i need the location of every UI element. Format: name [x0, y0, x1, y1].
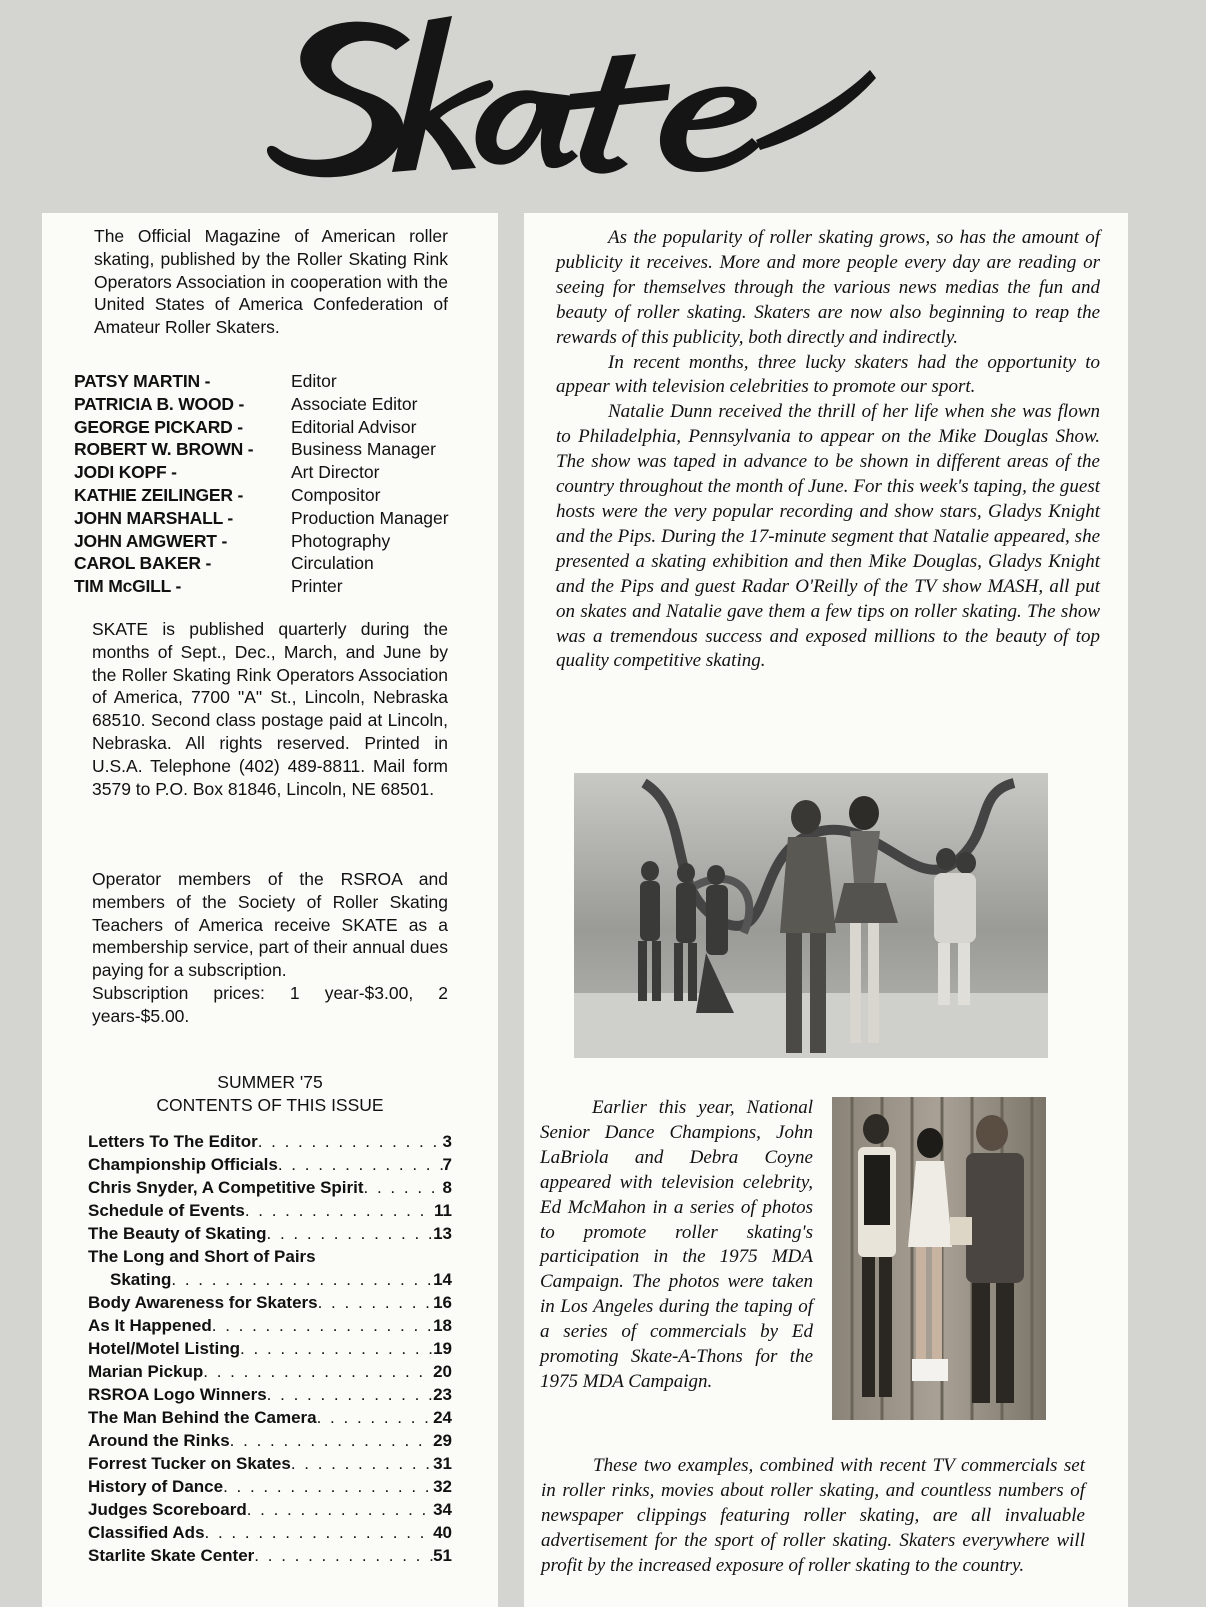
toc-leader	[212, 1314, 433, 1337]
toc-entry[interactable]	[88, 1452, 452, 1475]
toc-page: 3	[442, 1132, 452, 1151]
toc-leader	[254, 1544, 433, 1567]
mda-article	[540, 1096, 813, 1395]
contents-heading: CONTENTS OF THIS ISSUE	[156, 1095, 384, 1115]
table-of-contents	[88, 1130, 452, 1567]
toc-title: The Man Behind the Camera	[88, 1408, 317, 1427]
toc-entry[interactable]	[88, 1291, 452, 1314]
toc-leader	[223, 1475, 433, 1498]
toc-title: Starlite Skate Center	[88, 1546, 255, 1565]
toc-entry[interactable]	[88, 1337, 452, 1360]
toc-entry[interactable]	[88, 1383, 452, 1406]
staff-role: Business Manager	[291, 439, 436, 460]
toc-page: 29	[433, 1431, 452, 1450]
toc-title: Around the Rinks	[88, 1431, 230, 1450]
toc-entry[interactable]	[88, 1498, 452, 1521]
toc-title: Hotel/Motel Listing	[88, 1339, 241, 1358]
toc-entry[interactable]	[88, 1199, 452, 1222]
toc-title: RSROA Logo Winners	[88, 1385, 267, 1404]
staff-row	[74, 393, 494, 416]
staff-name: TIM McGILL -	[74, 576, 182, 597]
editorial-article	[556, 226, 1100, 674]
issue-label: SUMMER '75	[217, 1072, 323, 1092]
toc-title: The Beauty of Skating	[88, 1224, 267, 1243]
staff-list	[74, 370, 494, 598]
toc-page: 23	[433, 1385, 452, 1404]
toc-page: 16	[433, 1293, 452, 1312]
paragraph: In recent months, three lucky skaters had the opportunity to appear with television celebrities to promote our sport.	[556, 351, 1100, 398]
staff-row	[74, 575, 494, 598]
toc-page: 18	[433, 1316, 452, 1335]
toc-leader	[291, 1452, 433, 1475]
publishing-info: SKATE is published quarterly during the months of Sept., Dec., March, and June by the Roller Skating Rink Operators Association of America, 7700 "A" St., Lincoln, Nebraska 68510. Second class postage paid at Lincoln, Nebraska. All rights reserved. Printed in U.S.A. Telephone (402) 489-8811. Mail form 3579 to P.O. Box 81846, Lincoln, NE 68501.	[92, 619, 448, 799]
paragraph: As the popularity of roller skating grows, so has the amount of publicity it receives. More and more people every day are reading or seeing for themselves through the various news medias the fun and beauty of roller skating. Skaters are now also beginning to reap the rewards of this publicity, both directly and indirectly.	[556, 227, 1100, 348]
toc-page: 13	[433, 1224, 452, 1243]
staff-role: Editor	[291, 371, 337, 391]
membership-info	[92, 868, 448, 1028]
staff-name: KATHIE ZEILINGER -	[74, 484, 244, 505]
toc-title: Schedule of Events	[88, 1201, 245, 1220]
toc-leader	[247, 1498, 433, 1521]
staff-row	[74, 552, 494, 575]
toc-entry[interactable]	[88, 1268, 452, 1291]
publication-statement: The Official Magazine of American roller skating, published by the Roller Skating Rink Operators Association in cooperation with the United States of America Confederation of Amateur Roller Skaters.	[94, 226, 448, 338]
staff-row	[74, 416, 494, 439]
toc-page: 40	[433, 1523, 452, 1542]
staff-name: PATSY MARTIN -	[74, 371, 211, 391]
staff-name: ROBERT W. BROWN -	[74, 439, 254, 460]
toc-leader	[230, 1429, 433, 1452]
toc-leader	[258, 1130, 443, 1153]
toc-leader	[364, 1176, 443, 1199]
staff-name: GEORGE PICKARD -	[74, 416, 243, 437]
closing-article	[541, 1454, 1085, 1579]
toc-entry[interactable]	[88, 1475, 452, 1498]
staff-name: JOHN AMGWERT -	[74, 530, 228, 551]
staff-row	[74, 507, 494, 530]
editorial-panel	[524, 213, 1128, 1607]
toc-page: 11	[434, 1201, 452, 1220]
toc-leader	[278, 1153, 443, 1176]
staff-role: Associate Editor	[291, 393, 418, 414]
toc-title: Skating	[110, 1270, 172, 1289]
toc-page: 7	[442, 1155, 452, 1174]
toc-leader	[267, 1383, 433, 1406]
toc-title: History of Dance	[88, 1477, 224, 1496]
issue-heading	[92, 1071, 448, 1117]
toc-title: Judges Scoreboard	[88, 1500, 247, 1519]
toc-page: 24	[433, 1408, 452, 1427]
staff-name: PATRICIA B. WOOD -	[74, 393, 245, 414]
staff-name: JOHN MARSHALL -	[74, 507, 234, 528]
staff-name: CAROL BAKER -	[74, 553, 212, 574]
photo-illustration	[832, 1097, 1046, 1420]
staff-role: Circulation	[291, 553, 374, 574]
toc-page: 19	[433, 1339, 452, 1358]
toc-page: 14	[433, 1270, 452, 1289]
toc-leader	[317, 1406, 433, 1429]
toc-page: 31	[433, 1454, 452, 1473]
toc-title: Classified Ads	[88, 1523, 205, 1542]
subscription-prices: Subscription prices: 1 year-$3.00, 2 years-$5.00.	[92, 982, 448, 1026]
toc-leader	[203, 1360, 433, 1383]
toc-leader	[240, 1337, 433, 1360]
ed-mcmahon-photo	[832, 1097, 1046, 1420]
toc-entry[interactable]	[88, 1406, 452, 1429]
photo-illustration	[574, 773, 1048, 1058]
toc-title: The Long and Short of Pairs	[88, 1247, 316, 1266]
staff-role: Compositor	[291, 484, 381, 505]
paragraph: These two examples, combined with recent TV commercials set in roller rinks, movies about roller skating, and countless numbers of newspaper clippings featuring roller skating, are all invaluable advertisement for the sport of roller skating. Skaters everywhere will profit by the increased exposure of roller skating to the country.	[541, 1455, 1085, 1576]
toc-title: As It Happened	[88, 1316, 212, 1335]
toc-entry[interactable]	[88, 1429, 452, 1452]
toc-title: Forrest Tucker on Skates	[88, 1454, 291, 1473]
toc-entry[interactable]	[88, 1521, 452, 1544]
staff-row	[74, 484, 494, 507]
toc-entry[interactable]	[88, 1245, 452, 1268]
toc-title: Letters To The Editor	[88, 1132, 258, 1151]
toc-entry[interactable]	[88, 1176, 452, 1199]
toc-title: Chris Snyder, A Competitive Spirit	[88, 1178, 364, 1197]
mike-douglas-show-photo	[574, 773, 1048, 1058]
staff-role: Printer	[291, 576, 343, 597]
toc-entry[interactable]	[88, 1360, 452, 1383]
staff-role: Art Director	[291, 462, 380, 483]
toc-entry[interactable]	[88, 1314, 452, 1337]
membership-text: Operator members of the RSROA and members of the Society of Roller Skating Teachers of America receive SKATE as a membership service, part of their annual dues paying for a subscription.	[92, 869, 448, 981]
toc-page: 32	[433, 1477, 452, 1496]
toc-leader	[267, 1222, 434, 1245]
staff-role: Editorial Advisor	[291, 416, 417, 437]
toc-entry[interactable]	[88, 1222, 452, 1245]
staff-row	[74, 438, 494, 461]
toc-title: Marian Pickup	[88, 1362, 204, 1381]
toc-page: 8	[442, 1178, 452, 1197]
toc-entry[interactable]	[88, 1130, 452, 1153]
toc-page: 51	[433, 1546, 452, 1565]
toc-leader	[205, 1521, 434, 1544]
staff-row	[74, 461, 494, 484]
staff-row	[74, 530, 494, 553]
masthead-panel	[42, 213, 498, 1607]
skate-logo	[240, 0, 880, 200]
paragraph: Natalie Dunn received the thrill of her life when she was flown to Philadelphia, Pennsylvania to appear on the Mike Douglas Show. The show was taped in advance to be shown in different areas of the country throughout the month of June. For this week's taping, the guest hosts were the very popular recording and show stars, Gladys Knight and the Pips. During the 17-minute segment that Natalie appeared, she presented a skating exhibition and then Mike Douglas, Gladys Knight and the Pips and guest Radar O'Reilly of the TV show MASH, all put on skates and Natalie gave them a few tips on roller skating. The show was a tremendous success and exposed millions to the beauty of top quality competitive skating.	[556, 401, 1100, 672]
toc-leader	[245, 1199, 434, 1222]
toc-leader	[171, 1268, 433, 1291]
staff-row	[74, 370, 494, 393]
toc-page: 20	[433, 1362, 452, 1381]
staff-name: JODI KOPF -	[74, 462, 177, 483]
toc-leader	[318, 1291, 433, 1314]
toc-page: 34	[433, 1500, 452, 1519]
staff-role: Photography	[291, 530, 391, 551]
staff-role: Production Manager	[291, 507, 449, 528]
toc-entry[interactable]	[88, 1544, 452, 1567]
toc-entry[interactable]	[88, 1153, 452, 1176]
toc-title: Championship Officials	[88, 1155, 278, 1174]
paragraph: Earlier this year, National Senior Dance Champions, John LaBriola and Debra Coyne appeared with television celebrity, Ed McMahon in a series of photos to promote roller skating's participation in the 1975 MDA Campaign. The photos were taken in Los Angeles during the taping of a series of commercials by Ed promoting Skate-A-Thons for the 1975 MDA Campaign.	[540, 1097, 813, 1392]
toc-title: Body Awareness for Skaters	[88, 1293, 318, 1312]
